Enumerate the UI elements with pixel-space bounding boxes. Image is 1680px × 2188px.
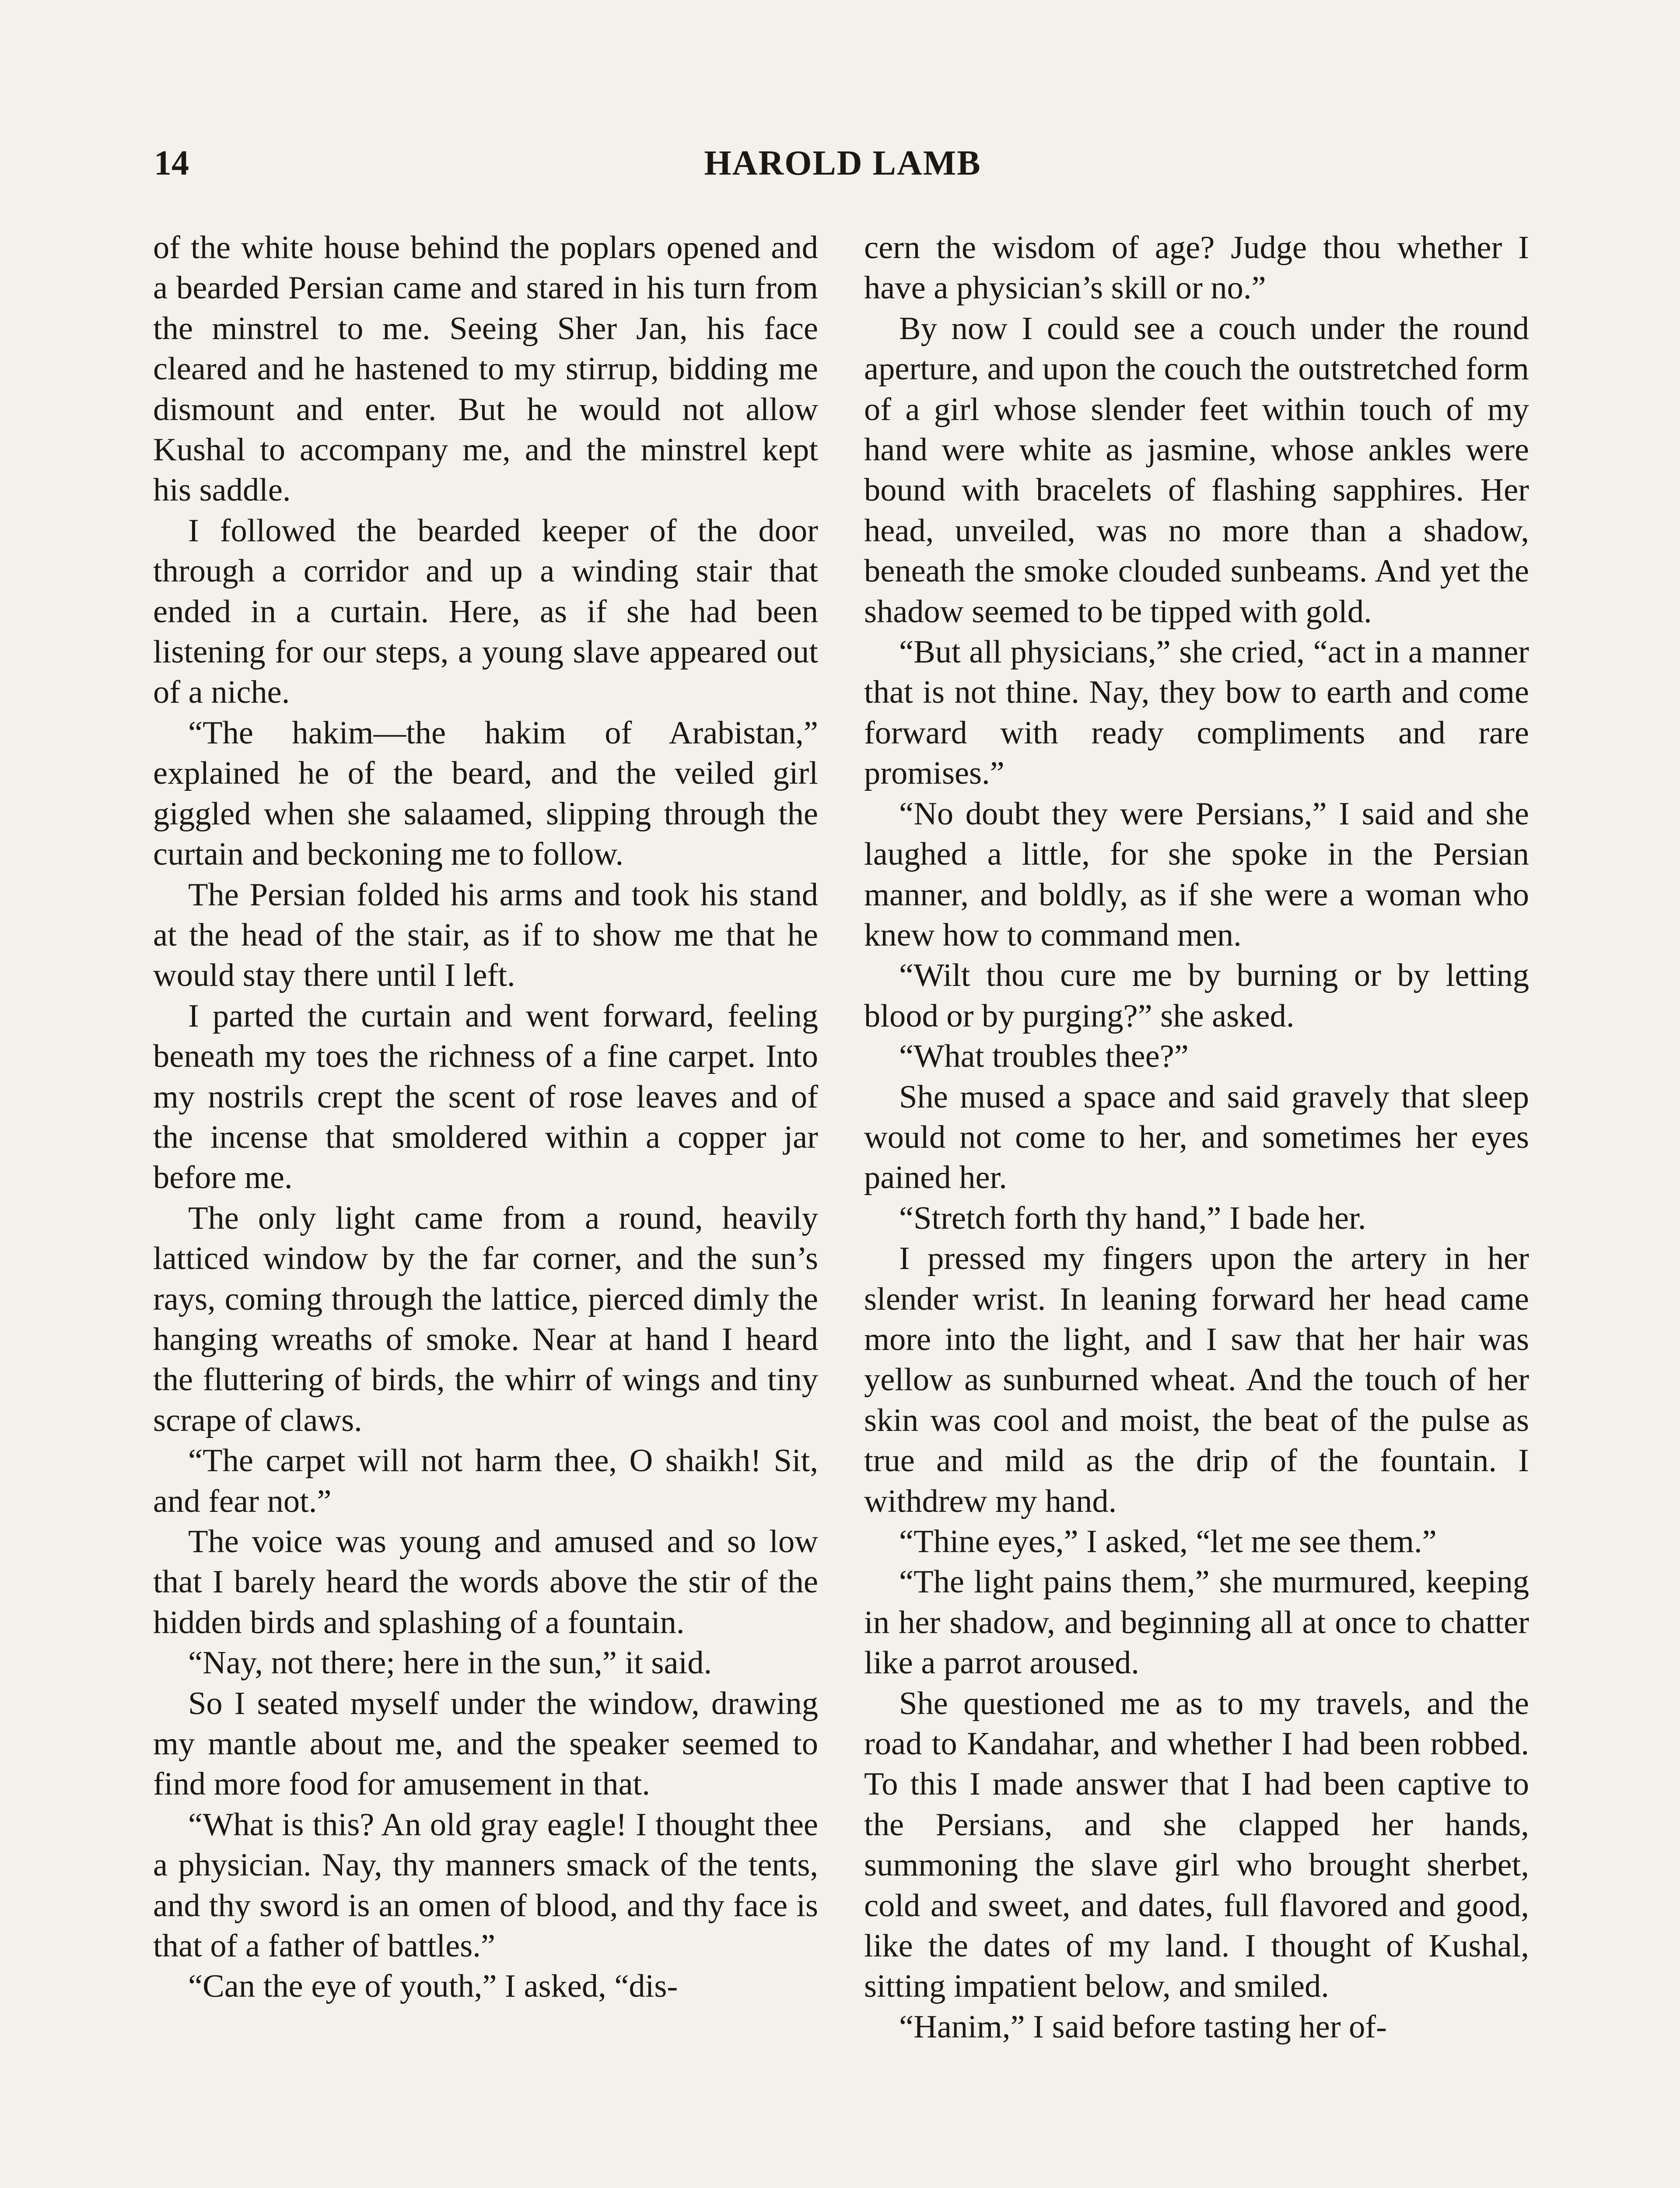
paragraph: cern the wisdom of age? Judge thou whether I have a physician’s skill or no.” <box>864 230 1529 306</box>
paragraph: “Thine eyes,” I asked, “let me see them.” <box>899 1524 1437 1560</box>
paragraph: “Wilt thou cure me by burning or by letting blood or by purging?” she asked. <box>864 957 1529 1034</box>
paragraph: I pressed my fingers upon the artery in her slender wrist. In leaning forward her head came more into the light, and I saw that her hair was yellow as sunburned wheat. And the touch of her skin was cool and moist, the beat of the pulse as true and mild as the drip of the fountain. I withdrew my hand. <box>864 1241 1529 1519</box>
paragraph: She mused a space and said gravely that sleep would not come to her, and sometimes her eyes pained her. <box>864 1079 1529 1196</box>
paragraph: By now I could see a couch under the round aperture, and upon the couch the outstretched form of a girl whose slender feet within touch of my hand were white as jasmine, whose ankles were bound with bracelets of flashing sapphires. Her head, unveiled, was no more than a shadow, beneath the smoke clouded sunbeams. And yet the shadow seemed to be tipped with gold. <box>864 310 1529 630</box>
paragraph: “Can the eye of youth,” I asked, “dis- <box>188 1968 678 2005</box>
paragraph: She questioned me as to my travels, and the road to Kandahar, and whether I had been robbed. To this I made answer that I had been captive to the Persians, and she clapped her hands, summoning the slave girl who brought sherbet, cold and sweet, and dates, full flavored and good, like the dates of my land. I thought of Kushal, sitting impatient below, and smiled. <box>864 1685 1529 2005</box>
paragraph: “Hanim,” I said before tasting her of- <box>899 2009 1387 2045</box>
paragraph: “The light pains them,” she murmured, keeping in her shadow, and beginning all at once to chatter like a parrot aroused. <box>864 1564 1529 1681</box>
text-column-right <box>864 228 1529 2047</box>
paragraph: I followed the bearded keeper of the door through a corridor and up a winding stair that ended in a curtain. Here, as if she had been listening for our steps, a young slave appeared out of a niche. <box>153 512 818 711</box>
page-header <box>154 139 1531 187</box>
running-head: HAROLD LAMB <box>704 144 981 182</box>
paragraph: of the white house behind the poplars opened and a bearded Persian came and stared in his turn from the minstrel to me. Seeing Sher Jan, his face cleared and he hastened to my stirrup, bidding me dismount and enter. But he would not allow Kushal to accompany me, and the minstrel kept his saddle. <box>153 230 818 508</box>
paragraph: “What troubles thee?” <box>899 1038 1189 1075</box>
paragraph: The voice was young and amused and so low that I barely heard the words above the stir of the hidden birds and splashing of a fountain. <box>153 1524 818 1641</box>
paragraph: So I seated myself under the window, drawing my mantle about me, and the speaker seemed to find more food for amusement in that. <box>153 1685 818 1802</box>
paragraph: “But all physicians,” she cried, “act in a manner that is not thine. Nay, they bow to earth and come forward with ready compliments and rare promises.” <box>864 634 1529 792</box>
text-column-left <box>153 228 818 2007</box>
page-number: 14 <box>154 144 189 182</box>
paragraph: “What is this? An old gray eagle! I thought thee a physician. Nay, thy manners smack of the tents, and thy sword is an omen of blood, and thy face is that of a father of battles.” <box>153 1806 818 1964</box>
paragraph: “The carpet will not harm thee, O shaikh! Sit, and fear not.” <box>153 1443 818 1519</box>
paragraph: “Nay, not there; here in the sun,” it said. <box>188 1645 712 1681</box>
paragraph: “Stretch forth thy hand,” I bade her. <box>899 1200 1366 1236</box>
paragraph: The Persian folded his arms and took his stand at the head of the stair, as if to show me that he would stay there until I left. <box>153 877 818 994</box>
paragraph: The only light came from a round, heavily latticed window by the far corner, and the sun’s rays, coming through the lattice, pierced dimly the hanging wreaths of smoke. Near at hand I heard the fluttering of birds, the whirr of wings and tiny scrape of claws. <box>153 1200 818 1438</box>
paragraph: “The hakim—the hakim of Arabistan,” explained he of the beard, and the veiled girl giggled when she salaamed, slipping through the curtain and beckoning me to follow. <box>153 715 818 873</box>
paragraph: I parted the curtain and went forward, feeling beneath my toes the richness of a fine carpet. Into my nostrils crept the scent of rose leaves and of the incense that smoldered within a copper jar before me. <box>153 998 818 1196</box>
paragraph: “No doubt they were Persians,” I said and she laughed a little, for she spoke in the Persian manner, and boldly, as if she were a woman who knew how to command men. <box>864 796 1529 953</box>
